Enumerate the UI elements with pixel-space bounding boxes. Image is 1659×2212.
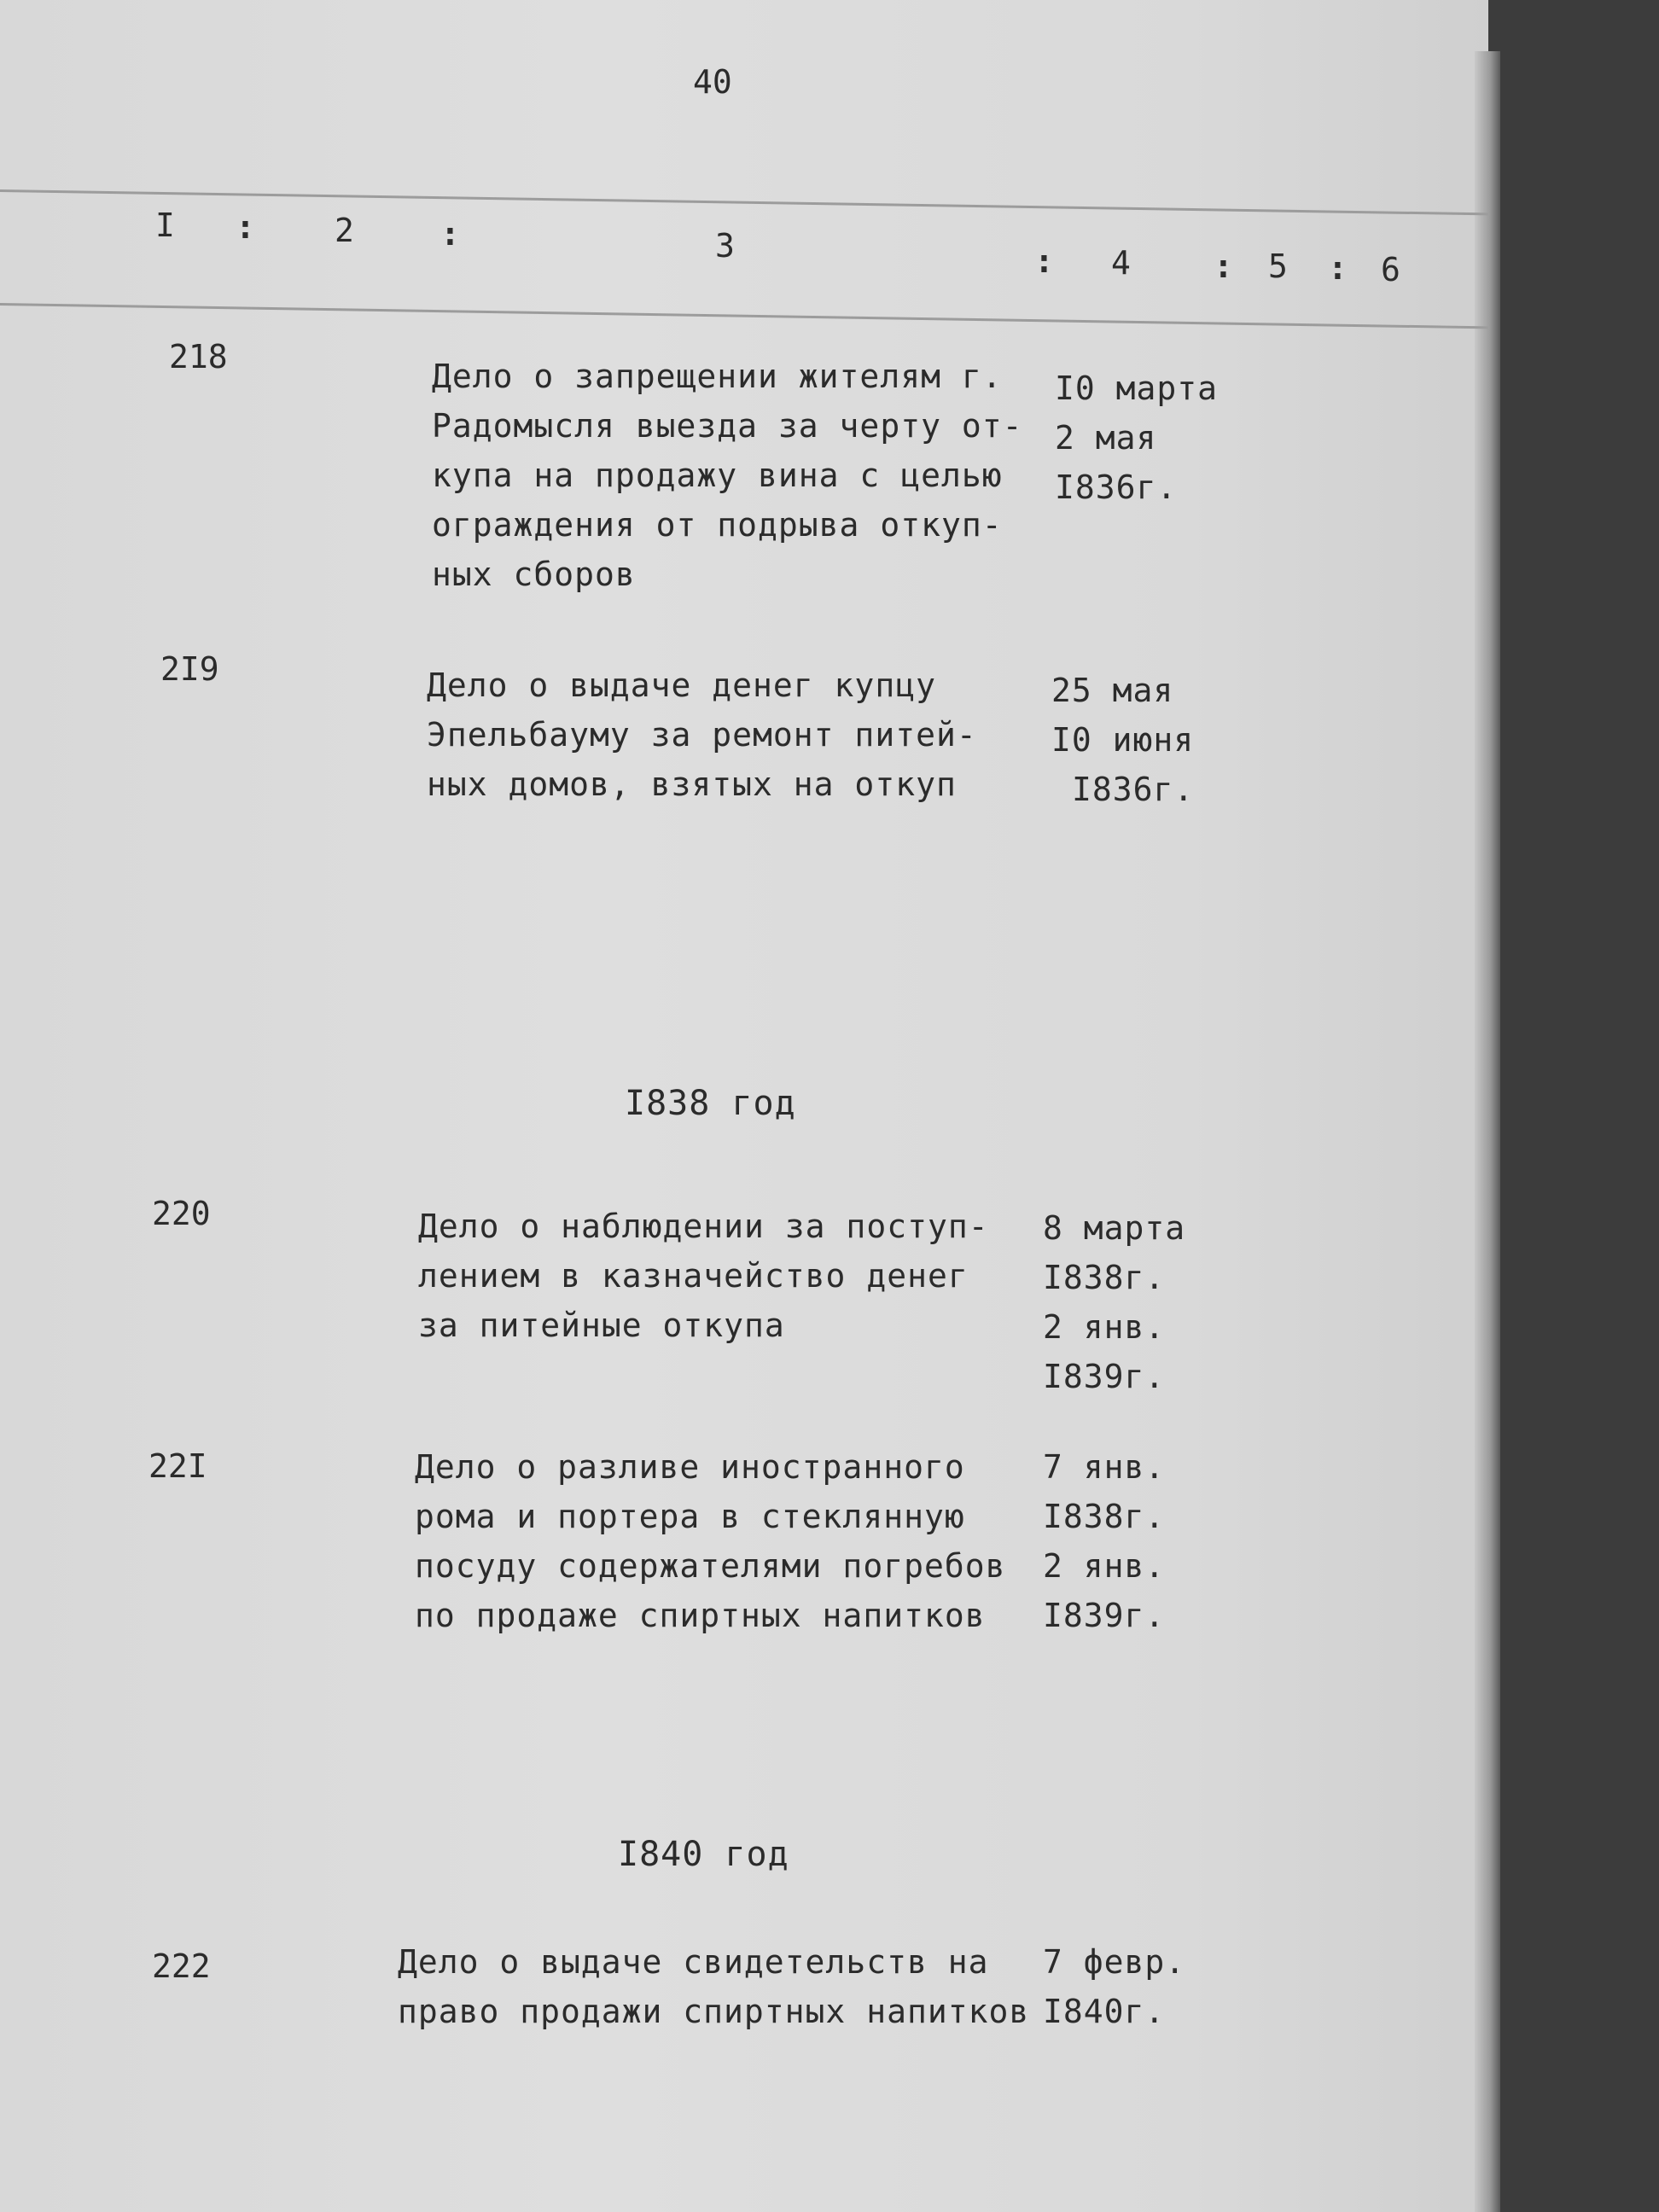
entry-title <box>427 661 977 809</box>
column-header-band <box>0 189 1488 329</box>
entry-date-line: I0 июня <box>1051 721 1195 759</box>
column-separator: : <box>1034 242 1054 280</box>
column-header-6: 6 <box>1381 251 1400 288</box>
entry-title-line: рома и портера в стеклянную <box>415 1498 965 1535</box>
entry-dates <box>1055 364 1218 512</box>
entry-dates <box>1043 1203 1185 1401</box>
entry-dates <box>1043 1937 1185 2036</box>
entry-title-line: по продаже спиртных напитков <box>415 1597 986 1634</box>
column-header-4: 4 <box>1111 244 1131 282</box>
column-separator: : <box>236 208 255 246</box>
entry-date-line: 8 марта <box>1043 1209 1186 1247</box>
column-header-2: 2 <box>335 212 354 249</box>
entry-title-line: Дело о наблюдении за поступ- <box>418 1208 989 1245</box>
entry-title <box>398 1937 1029 2036</box>
entry-date-line: I838г. <box>1043 1498 1166 1535</box>
entry-date-line: I836г. <box>1072 771 1195 808</box>
entry-number: 222 <box>152 1947 211 1985</box>
entry-title-line: лением в казначейство денег <box>418 1257 969 1295</box>
entry-title <box>418 1202 989 1350</box>
entry-title-line: право продажи спиртных напитков <box>398 1993 1030 2030</box>
column-header-1: I <box>155 207 175 244</box>
column-header-5: 5 <box>1268 247 1288 285</box>
entry-date-line: I838г. <box>1043 1259 1166 1296</box>
entry-title-line: посуду содержателями погребов <box>415 1547 1006 1585</box>
column-header-3: 3 <box>715 227 735 265</box>
entry-title-line: Дело о выдаче свидетельств на <box>398 1943 989 1981</box>
column-separator: : <box>1328 249 1348 287</box>
entry-dates <box>1051 666 1194 814</box>
entry-date-line: 7 янв. <box>1043 1448 1166 1486</box>
entry-date-line: 25 мая <box>1051 672 1174 709</box>
entry-date-line: I839г. <box>1043 1597 1166 1634</box>
entry-title-line: купа на продажу вина с целью <box>432 457 1003 494</box>
year-heading: I838 год <box>625 1084 796 1123</box>
entry-title-line: ограждения от подрыва откуп- <box>432 506 1003 544</box>
entry-number: 220 <box>152 1195 211 1232</box>
column-separator: : <box>1214 247 1233 285</box>
entry-number: 2I9 <box>160 650 219 688</box>
entry-date-line: 2 янв. <box>1043 1547 1166 1585</box>
entry-number: 22I <box>148 1447 207 1485</box>
entry-title <box>432 352 1022 599</box>
entry-title-line: Радомысля выезда за черту от- <box>432 407 1023 445</box>
entry-date-line: 2 янв. <box>1043 1308 1166 1346</box>
entry-title-line: Дело о разливе иностранного <box>415 1448 965 1486</box>
page-edge <box>1475 51 1500 2212</box>
entry-dates <box>1043 1442 1165 1640</box>
entry-title-line: ных домов, взятых на откуп <box>427 765 957 803</box>
entry-date-line: I0 марта <box>1055 370 1219 407</box>
entry-title-line: Дело о выдаче денег купцу <box>427 667 936 704</box>
entry-title-line: Эпельбауму за ремонт питей- <box>427 716 977 754</box>
page-number: 40 <box>693 63 732 101</box>
column-separator: : <box>440 215 460 253</box>
year-heading: I840 год <box>618 1835 789 1874</box>
entry-number: 218 <box>169 338 228 375</box>
entry-title-line: ных сборов <box>432 556 636 593</box>
entry-title <box>415 1442 1005 1640</box>
entry-date-line: 2 мая <box>1055 419 1157 457</box>
entry-date-line: I836г. <box>1055 469 1178 506</box>
entry-date-line: I839г. <box>1043 1358 1166 1395</box>
entry-title-line: за питейные откупа <box>418 1307 785 1344</box>
entry-title-line: Дело о запрещении жителям г. <box>432 358 1003 395</box>
entry-date-line: 7 февр. <box>1043 1943 1186 1981</box>
entry-date-line: I840г. <box>1043 1993 1166 2030</box>
